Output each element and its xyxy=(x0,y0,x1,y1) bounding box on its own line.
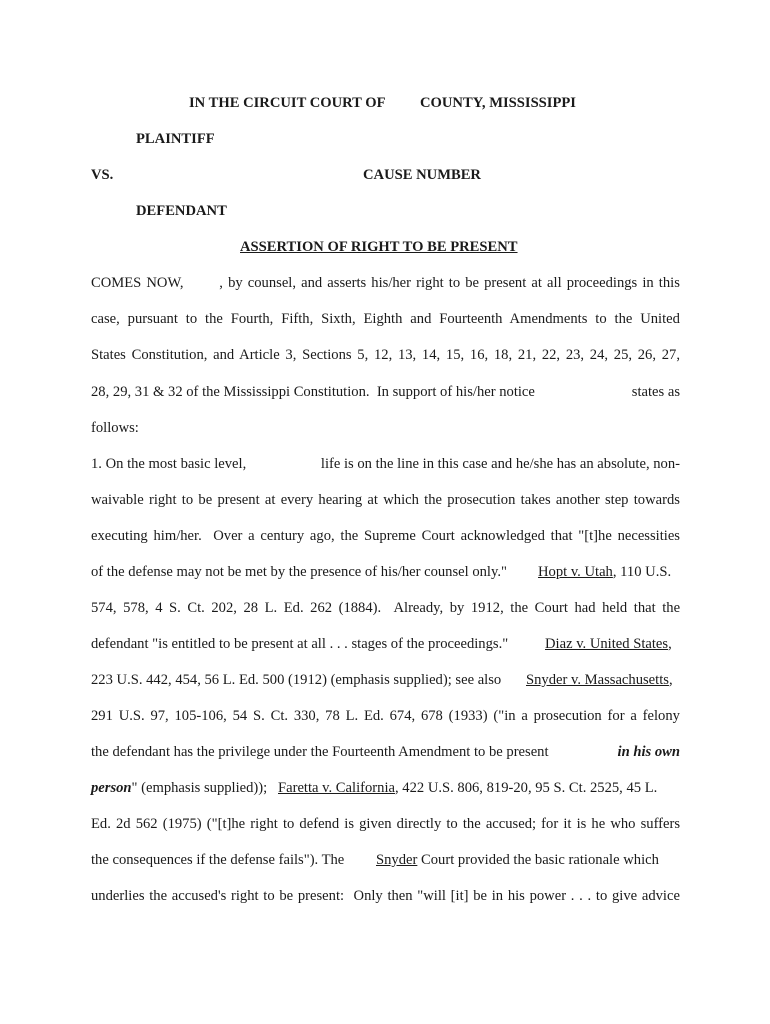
emphasis-text: in his own xyxy=(617,744,680,760)
court-name-right: COUNTY, MISSISSIPPI xyxy=(420,95,576,111)
body-text: life is on the line in this case and he/she has an absolute, non- xyxy=(320,456,680,472)
case-citation-hopt: Hopt v. Utah xyxy=(538,564,613,580)
court-name-left: IN THE CIRCUIT COURT OF xyxy=(189,95,386,111)
body-text: , 110 U.S. xyxy=(612,564,672,580)
body-text: COMES NOW, , by counsel, and asserts his/her right to be present at all proceedings in this xyxy=(91,275,680,291)
cause-number-label: CAUSE NUMBER xyxy=(363,167,481,183)
body-text: waivable right to be present at every hearing at which the prosecution takes another step towards xyxy=(91,492,680,508)
body-line-3 xyxy=(91,346,680,364)
body-text: Court provided the basic rationale which xyxy=(421,852,659,868)
body-text: states as xyxy=(631,384,680,400)
body-line-12 xyxy=(91,671,680,689)
body-text: 574, 578, 4 S. Ct. 202, 28 L. Ed. 262 (1884). Already, by 1912, the Court had held that the xyxy=(91,600,681,616)
body-line-7 xyxy=(91,491,680,509)
body-line-5 xyxy=(91,419,139,437)
body-text: " (emphasis supplied)); xyxy=(131,780,268,796)
body-text: 223 U.S. 442, 454, 56 L. Ed. 500 (1912) (emphasis supplied); see also xyxy=(91,672,502,688)
body-text: , xyxy=(668,672,673,688)
body-line-6b xyxy=(296,455,680,473)
body-text: executing him/her. Over a century ago, the Supreme Court acknowledged that "[t]he necessities xyxy=(91,528,680,544)
body-text: States Constitution, and Article 3, Sections 5, 12, 13, 14, 15, 16, 18, 21, 22, 23, 24, 25, 26, 27, xyxy=(91,347,680,363)
body-line-17 xyxy=(91,851,680,869)
body-line-11 xyxy=(91,635,680,653)
body-line-2 xyxy=(91,310,680,328)
body-text: underlies the accused's right to be present: Only then "will [it] be in his power . . . to give advice xyxy=(91,888,680,904)
body-line-18 xyxy=(91,887,680,905)
case-citation-diaz: Diaz v. United States xyxy=(545,636,669,652)
body-text: , xyxy=(668,636,672,652)
body-text: follows: xyxy=(91,420,139,436)
body-line-1 xyxy=(91,274,680,292)
plaintiff-label: PLAINTIFF xyxy=(136,131,215,147)
body-text: case, pursuant to the Fourth, Fifth, Sixth, Eighth and Fourteenth Amendments to the United xyxy=(91,311,680,327)
case-citation-faretta: Faretta v. California xyxy=(278,780,395,796)
body-text: Ed. 2d 562 (1975) ("[t]he right to defend is given directly to the accused; for it is he who suffers xyxy=(91,816,681,832)
paragraph-number-text: 1. On the most basic level, xyxy=(91,456,247,472)
case-citation-snyder: Snyder v. Massachusetts xyxy=(526,672,669,688)
body-line-16 xyxy=(91,815,680,833)
case-citation-snyder-short: Snyder xyxy=(376,852,418,868)
body-line-4 xyxy=(91,383,680,401)
document-title: ASSERTION OF RIGHT TO BE PRESENT xyxy=(240,239,518,255)
body-text: of the defense may not be met by the presence of his/her counsel only." xyxy=(91,564,507,580)
emphasis-text: person xyxy=(91,780,132,796)
body-text: the consequences if the defense fails"). The xyxy=(91,852,345,868)
body-text: 291 U.S. 97, 105-106, 54 S. Ct. 330, 78 L. Ed. 674, 678 (1933) ("in a prosecution for a felony xyxy=(91,708,680,724)
defendant-label: DEFENDANT xyxy=(136,203,227,219)
body-line-10 xyxy=(91,599,680,617)
body-text: 28, 29, 31 & 32 of the Mississippi Constitution. In support of his/her notice xyxy=(91,384,535,400)
body-line-8 xyxy=(91,527,680,545)
body-line-9 xyxy=(91,563,680,581)
body-text: defendant "is entitled to be present at all . . . stages of the proceedings." xyxy=(91,636,509,652)
body-text: , 422 U.S. 806, 819-20, 95 S. Ct. 2525, 45 L. xyxy=(394,780,658,796)
body-line-6a xyxy=(91,455,246,473)
body-line-15 xyxy=(91,779,680,797)
versus-label: VS. xyxy=(91,167,114,183)
body-text: the defendant has the privilege under the Fourteenth Amendment to be present xyxy=(91,744,549,760)
body-line-14 xyxy=(91,743,680,761)
body-line-13 xyxy=(91,707,680,725)
